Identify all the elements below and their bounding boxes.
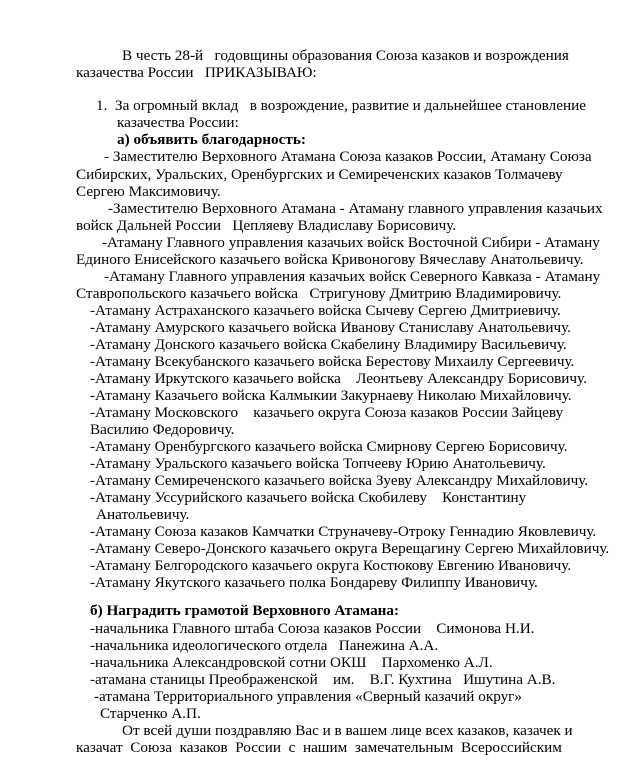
thanks-line: Сергею Максимовичу. <box>76 183 221 200</box>
intro-line-2: казачества России ПРИКАЗЫВАЮ: <box>76 64 317 81</box>
thanks-line: Единого Енисейского казачьего войска Кривоногову Вячеславу Анатольевичу. <box>76 251 584 268</box>
closing-line-1: От всей души поздравляю Вас и в вашем лице всех казаков, казачек и <box>122 722 573 739</box>
thanks-line: -Атаману Московского казачьего округа Союза казаков России Зайцеву <box>90 404 564 421</box>
thanks-line: -Атаману Белгородского казачьего округа Костюкову Евгению Ивановичу. <box>90 557 572 574</box>
thanks-line: -Атаману Казачьего войска Калмыкии Закурнаеву Николаю Михайловичу. <box>90 387 572 404</box>
intro-line-1: В честь 28-й годовщины образования Союза казаков и возрождения <box>122 47 569 64</box>
award-line: -начальника Главного штаба Союза казаков России Симонова Н.И. <box>90 620 535 637</box>
thanks-line: Василию Федоровичу. <box>90 421 235 438</box>
item-1-line-1: 1. За огромный вклад в возрождение, развитие и дальнейшее становление <box>96 97 586 114</box>
award-line: Старченко А.П. <box>100 705 201 722</box>
award-line: -начальника идеологического отдела Панежина А.А. <box>90 637 439 654</box>
section-a-title: а) объявить благодарность: <box>117 131 306 148</box>
thanks-line: войск Дальней России Цепляеву Владиславу Борисовичу. <box>76 217 457 234</box>
thanks-line: -Атаману Главного управления казачьих войск Северного Кавказа - Атаману <box>104 268 601 285</box>
thanks-line: -Атаману Главного управления казачьих войск Восточной Сибири - Атаману <box>102 234 600 251</box>
thanks-line: -Атаману Донского казачьего войска Скабелину Владимиру Васильевичу. <box>90 336 567 353</box>
thanks-line: -Атаману Оренбургского казачьего войска Смирнову Сергею Борисовичу. <box>90 438 568 455</box>
closing-line-2: казачат Союза казаков России с нашим замечательным Всероссийским <box>76 739 562 756</box>
award-line: -атамана станицы Преображенской им. В.Г. Кухтина Ишутина А.В. <box>90 671 556 688</box>
award-line: -атамана Территориального управления «Сверный казачий округ» <box>94 688 523 705</box>
thanks-line: -Атаману Семиреченского казачьего войска Зуеву Александру Михайловичу. <box>90 472 589 489</box>
award-line: -начальника Александровской сотни ОКШ Пархоменко А.Л. <box>90 654 493 671</box>
thanks-line: -Атаману Уральского казачьего войска Топчееву Юрию Анатольевичу. <box>90 455 546 472</box>
thanks-line: -Атаману Уссурийского казачьего войска Скобилеву Константину <box>90 489 527 506</box>
item-1-line-2: казачества России: <box>117 114 239 131</box>
thanks-line: -Атаману Иркутского казачьего войска Леонтьеву Александру Борисовичу. <box>90 370 587 387</box>
section-b-title: б) Наградить грамотой Верховного Атамана: <box>90 602 400 619</box>
thanks-line: Ставропольского казачьего войска Стригунову Дмитрию Владимировичу. <box>76 285 562 302</box>
thanks-line: -Атаману Амурского казачьего войска Иванову Станиславу Анатольевичу. <box>90 319 571 336</box>
thanks-line: -Атаману Союза казаков Камчатки Струначеву-Отроку Геннадию Яковлевичу. <box>90 523 597 540</box>
thanks-line: Анатольевичу. <box>96 506 190 523</box>
thanks-line: -Атаману Северо-Донского казачьего округа Верещагину Сергею Михайловичу. <box>90 540 610 557</box>
thanks-line: -Атаману Всекубанского казачьего войска Берестову Михаилу Сергеевичу. <box>90 353 575 370</box>
thanks-line: -Атаману Астраханского казачьего войска Сычеву Сергею Дмитриевичу. <box>90 302 561 319</box>
thanks-line: - Заместителю Верховного Атамана Союза казаков России, Атаману Союза <box>104 148 592 165</box>
thanks-line: -Заместителю Верховного Атамана - Атаману главного управления казачьих <box>108 200 603 217</box>
thanks-line: -Атаману Якутского казачьего полка Бондареву Филиппу Ивановичу. <box>90 574 538 591</box>
thanks-line: Сибирских, Уральских, Оренбургских и Семиреченских казаков Толмачеву <box>76 166 563 183</box>
